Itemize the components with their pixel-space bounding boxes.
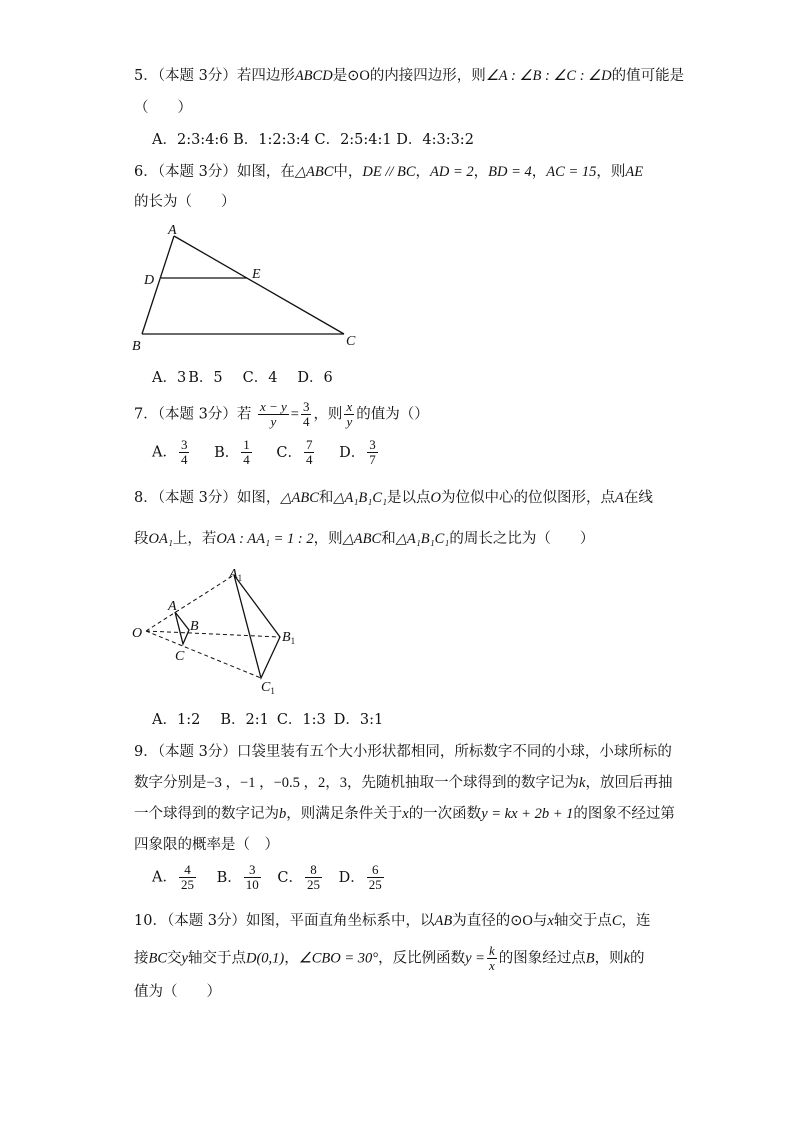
q6-ae: AE <box>625 164 644 180</box>
q5-text: 若四边形 <box>236 68 295 84</box>
q6-option-b: B．5 <box>188 370 223 386</box>
q6-label-a: A <box>168 223 177 238</box>
q10-ab: AB <box>434 913 453 929</box>
q7-number: 7． <box>134 406 158 423</box>
q10-text: ，反比例函数 <box>378 950 466 967</box>
q8-point-a: A <box>615 490 624 506</box>
q8-label-b1-letter: B <box>282 630 291 645</box>
q8-label-b1-sub: 1 <box>290 636 296 646</box>
q7-option-c-label: C． <box>276 444 302 461</box>
q9-stem-line1 <box>134 742 672 762</box>
q10-text: ，则 <box>594 950 624 967</box>
q9-score: （本题 3分） <box>157 744 237 760</box>
q8-triangle-2: △A₁B₁C₁ <box>333 490 388 506</box>
q10-circle: ⊙O <box>510 913 533 929</box>
q8-label-a: A <box>168 599 177 614</box>
q9-option-c-den: 25 <box>306 877 320 892</box>
q8-text: 的周长之比为（ ） <box>449 531 595 547</box>
q9-option-b-den: 10 <box>245 877 259 892</box>
q6-text: ， <box>473 164 489 180</box>
q8-text: 上，若 <box>172 531 217 547</box>
q6-stem-line1 <box>134 162 643 182</box>
q10-text: ，连 <box>621 913 651 929</box>
q8-text: 和 <box>318 490 334 506</box>
q5-paren: （ ） <box>134 100 192 116</box>
q7-option-b-num: 1 <box>243 437 250 452</box>
q10-point-c: C <box>611 913 622 929</box>
q8-option-d: D．3:1 <box>333 712 384 728</box>
q10-fraction <box>487 944 497 973</box>
q9-option-c-num: 8 <box>305 863 322 878</box>
q9-number: 9． <box>134 744 158 760</box>
q9-text: 口袋里装有五个大小形状都相同，所标数字不同的小球，小球所标的 <box>236 744 672 760</box>
q7-text: ，则 <box>313 406 343 423</box>
q9-stem-line4: 四象限的概率是（ ） <box>134 837 279 853</box>
q7-score: （本题 3分） <box>157 406 237 423</box>
q9-function: y = kx + 2b + 1 <box>481 806 574 822</box>
q7-fraction-1 <box>258 400 289 429</box>
q8-segment-oa1: OA₁ <box>148 531 173 547</box>
q8-label-b1 <box>282 630 295 646</box>
q9-text: ，先随机抽取一个球得到的数字记为 <box>347 775 580 791</box>
q9-option-d-label: D． <box>338 869 365 886</box>
q7-text: 的值为（） <box>356 406 429 423</box>
q9-text: 的一次函数 <box>408 806 482 822</box>
q9-text: 数字分别是 <box>134 775 207 791</box>
q10-frac-num: k <box>488 943 495 958</box>
q6-ac: AC = 15 <box>546 164 597 180</box>
q6-label-c: C <box>346 334 356 349</box>
q8-ray-oc1 <box>146 631 261 678</box>
q8-triangle-3: △ABC <box>342 531 382 547</box>
q7-option-d-num: 3 <box>369 437 376 452</box>
q10-text: 与 <box>532 913 548 929</box>
q6-score: （本题 3分） <box>157 164 237 180</box>
q10-text: 的 <box>630 950 645 967</box>
q6-text: ，则 <box>596 164 626 180</box>
q6-label-b: B <box>132 339 141 354</box>
q5-option-a: A．2:3:4:6 <box>152 132 229 148</box>
q10-point-b: B <box>585 950 595 967</box>
q8-text: 和 <box>381 531 396 547</box>
q8-label-o: O <box>132 626 143 641</box>
q7-frac1-den: y <box>270 414 277 429</box>
q7-option-a-label: A． <box>152 444 177 461</box>
q9-var-x: x <box>402 806 409 822</box>
q10-stem-line2 <box>134 944 645 980</box>
q6-option-c: C．4 <box>242 370 278 386</box>
q7-option-d <box>367 438 378 467</box>
q9-text: ，则满足条件关于 <box>286 806 403 822</box>
q10-var-x: x <box>547 913 554 929</box>
q5-text: 的值可能是 <box>611 68 685 84</box>
q10-bc: BC <box>148 950 168 967</box>
q7-options <box>152 438 380 474</box>
q6-number: 6． <box>134 164 158 180</box>
q7-option-c-num: 7 <box>305 437 313 452</box>
q7-frac1-num: x − y <box>259 399 287 414</box>
q9-stem-line2 <box>134 773 672 793</box>
q7-frac2-den: 4 <box>302 414 310 429</box>
q8-text: 如图， <box>236 490 281 506</box>
q8-triangle-abc <box>175 612 189 644</box>
q10-var-y: y <box>181 950 188 967</box>
q7-option-a-num: 3 <box>180 437 188 452</box>
q5-option-c: C．2:5:4:1 <box>314 132 392 148</box>
q9-text: ，放回后再抽 <box>585 775 673 791</box>
q9-numbers: −3 ，−1 ，−0.5 ，2，3 <box>206 775 348 791</box>
q5-options <box>152 130 474 150</box>
q7-frac3-num: x <box>346 399 353 414</box>
q6-side-ac <box>174 236 344 334</box>
q6-label-e: E <box>252 267 261 282</box>
q6-ad: AD = 2 <box>430 164 474 180</box>
q10-text: 的图象经过点 <box>498 950 586 967</box>
q8-options <box>152 710 383 730</box>
q9-option-a <box>179 863 196 892</box>
q10-frac-den: x <box>488 958 495 973</box>
q10-score: （本题 3分） <box>166 913 247 929</box>
q10-yeq: y = <box>465 950 485 967</box>
q9-option-c-label: C． <box>277 869 303 886</box>
q8-stem-line1 <box>134 488 653 508</box>
q8-score: （本题 3分） <box>157 490 237 506</box>
q9-stem-line3 <box>134 804 675 824</box>
q9-option-d-num: 6 <box>367 863 384 878</box>
q9-option-a-den: 25 <box>180 877 194 892</box>
q10-text: 轴交于点 <box>553 913 612 929</box>
q5-circle: ⊙O <box>347 68 370 84</box>
q8-triangle-4: △A₁B₁C₁ <box>395 531 450 547</box>
q5-option-b: B．1:2:3:4 <box>233 132 310 148</box>
q7-option-a <box>179 438 190 467</box>
q5-text: 的内接四边形，则 <box>369 68 486 84</box>
q5-stem-line1 <box>134 66 684 86</box>
q8-ray-ob1 <box>146 631 280 637</box>
q9-option-c <box>305 863 322 892</box>
q5-text: 是 <box>332 68 348 84</box>
q10-stem-line1 <box>134 911 651 931</box>
q8-label-a1-sub: 1 <box>237 573 243 583</box>
q10-text: ， <box>284 950 299 967</box>
q9-options <box>152 863 386 899</box>
q9-option-b-num: 3 <box>244 863 261 878</box>
q7-fraction-2 <box>301 400 312 429</box>
q10-text: 交 <box>167 950 182 967</box>
q10-var-k: k <box>623 950 631 967</box>
q9-text: 的图象不经过第 <box>573 806 675 822</box>
q8-label-c1-sub: 1 <box>270 686 275 696</box>
q6-text: ， <box>531 164 547 180</box>
q8-label-a1 <box>228 567 242 583</box>
q6-label-d: D <box>144 273 155 288</box>
q7-option-c <box>304 438 315 467</box>
q5-number: 5． <box>134 68 158 84</box>
q9-var-b: b <box>279 806 287 822</box>
q10-text: 如图，平面直角坐标系中，以 <box>246 913 435 929</box>
q8-text: 为位似中心的位似图形，点 <box>441 490 616 506</box>
q8-stem-line2 <box>134 529 594 549</box>
q8-number: 8． <box>134 490 158 506</box>
q6-figure <box>128 220 368 356</box>
q8-figure <box>128 560 318 700</box>
q6-parallel: DE // BC <box>362 164 416 180</box>
q7-option-b-label: B． <box>214 444 240 461</box>
q6-triangle: △ABC <box>294 164 334 180</box>
q8-triangle-1: △ABC <box>280 490 319 506</box>
q8-label-c1-letter: C <box>261 680 271 695</box>
q9-option-a-label: A． <box>152 869 177 886</box>
q7-frac3-den: y <box>346 414 353 429</box>
q9-option-b <box>244 863 261 892</box>
q7-text: 若 <box>236 406 252 423</box>
q10-angle: ∠CBO = 30° <box>298 950 379 967</box>
q6-text: 中， <box>333 164 363 180</box>
q8-text: 在线 <box>623 490 653 506</box>
q8-option-a: A．1:2 <box>152 712 201 728</box>
q8-label-a1-letter: A <box>229 567 238 582</box>
q6-option-a: A．3 <box>152 370 187 386</box>
q8-triangle-a1b1c1 <box>234 575 280 678</box>
q7-stem <box>134 400 429 436</box>
q8-label-c: C <box>175 649 185 664</box>
q5-ratio: ∠A : ∠B : ∠C : ∠D <box>485 68 612 84</box>
q6-option-d: D．6 <box>297 370 333 386</box>
q9-text: 一个球得到的数字记为 <box>134 806 279 822</box>
q8-ratio: OA : AA₁ = 1 : 2 <box>216 531 314 547</box>
q9-option-d-den: 25 <box>368 877 382 892</box>
q6-bd: BD = 4 <box>488 164 532 180</box>
q6-text: 如图，在 <box>236 164 295 180</box>
q6-stem-line2: 的长为（ ） <box>134 194 236 210</box>
q9-option-a-num: 4 <box>179 863 196 878</box>
q10-stem-line3: 值为（ ） <box>134 984 221 1000</box>
q7-option-d-label: D． <box>339 444 366 461</box>
q8-label-b: B <box>190 619 199 634</box>
q10-text: 接 <box>134 950 149 967</box>
q5-quad: ABCD <box>294 68 333 84</box>
q7-eq: = <box>290 406 299 423</box>
q7-option-d-den: 7 <box>369 452 376 467</box>
q5-score: （本题 3分） <box>157 68 237 84</box>
q8-text: 段 <box>134 531 149 547</box>
q8-label-c1 <box>261 680 275 696</box>
q7-option-c-den: 4 <box>305 452 313 467</box>
q10-text: 为直径的 <box>452 913 511 929</box>
q8-option-b: B．2:1 <box>220 712 269 728</box>
q10-point-d: D(0,1) <box>245 950 285 967</box>
q7-frac2-num: 3 <box>302 399 310 414</box>
q9-option-b-label: B． <box>216 869 242 886</box>
q7-option-a-den: 4 <box>180 452 188 467</box>
q7-option-b-den: 4 <box>243 452 250 467</box>
q8-text: 是以点 <box>387 490 431 506</box>
q7-option-b <box>241 438 252 467</box>
q8-point-o: O <box>430 490 442 506</box>
q8-text: ，则 <box>313 531 343 547</box>
q9-option-d <box>367 863 384 892</box>
q8-option-c: C．1:3 <box>276 712 326 728</box>
q9-var-k: k <box>579 775 586 791</box>
q10-text: 轴交于点 <box>187 950 246 967</box>
q6-options <box>152 368 333 388</box>
q10-number: 10． <box>134 913 167 929</box>
q5-option-d: D．4:3:3:2 <box>396 132 474 148</box>
q7-fraction-3 <box>344 400 354 429</box>
q6-text: ， <box>415 164 431 180</box>
